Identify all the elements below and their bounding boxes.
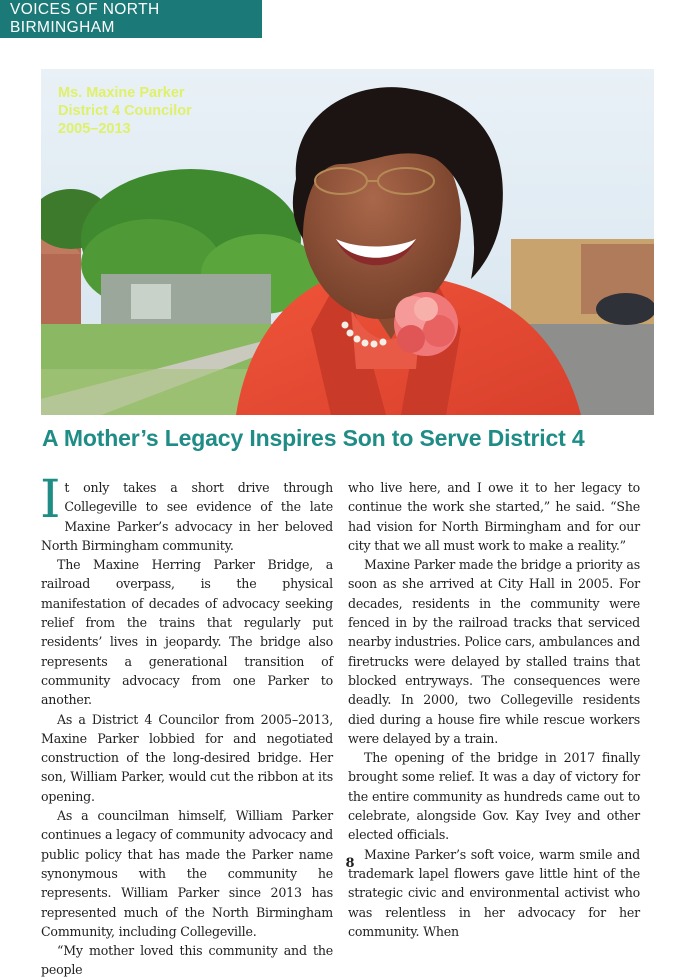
article-paragraph: The opening of the bridge in 2017 finally brought some relief. It was a day of victory for the entire community as hundreds came out to celebrate, alongside Gov. Kay Ivey and other elected officials.: [348, 750, 640, 843]
article-paragraph: Maxine Parker made the bridge a priority as soon as she arrived at City Hall in 2005. For decades, residents in the community were fenced in by the railroad tracks that serviced nearby industries. Police cars, ambulances and firetrucks were delayed by stalled trains that blocked entryways. The consequences were deadly. In 2000, two Collegeville residents died during a house fire while rescue workers were delayed by a train.: [348, 557, 640, 746]
article-paragraph: As a District 4 Councilor from 2005–2013, Maxine Parker lobbied for and negotiated construction of the long-desired bridge. Her son, William Parker, would cut the ribbon at its opening.: [41, 711, 333, 804]
caption-title: District 4 Councilor: [58, 103, 192, 119]
article-paragraph: The Maxine Herring Parker Bridge, a railroad overpass, is the physical manifestation of decades of advocacy seeking relief from the trains that regularly put residents’ lives in jeopardy. The bridge also represents a generational transition of community advocacy from one Parker to another.: [41, 557, 333, 708]
article-paragraph: who live here, and I owe it to her legacy to continue the work she started,” he said. “She had vision for North Birmingham and for our city that we all must work to make a reality.”: [348, 480, 640, 553]
article-paragraph: “My mother loved this community and the people: [41, 943, 333, 978]
article-column-left: [40, 470, 333, 980]
article-paragraph: Maxine Parker’s soft voice, warm smile and trademark lapel flowers gave little hint of the strategic civic and environmental activist who was relentless in her advocacy for her community. When: [348, 846, 640, 939]
caption-name: Ms. Maxine Parker: [58, 85, 185, 101]
drop-cap: I: [40, 470, 61, 530]
caption-years: 2005–2013: [58, 121, 131, 137]
article-column-right: [348, 478, 640, 941]
article-paragraph: As a councilman himself, William Parker continues a legacy of community advocacy and public policy that has made the Parker name synonymous with the community he represents. William Parker since 2013 has represented much of the North Birmingham Community, including Collegeville.: [41, 808, 333, 939]
article-paragraph: It only takes a short drive through Collegeville to see evidence of the late Maxine Parker’s advocacy in her beloved North Birmingham community.: [40, 470, 333, 553]
page-number: 8: [345, 856, 355, 871]
photo-caption: [58, 84, 192, 138]
section-label: VOICES OF NORTH BIRMINGHAM: [0, 0, 262, 38]
article-headline: A Mother’s Legacy Inspires Son to Serve District 4: [42, 425, 585, 451]
